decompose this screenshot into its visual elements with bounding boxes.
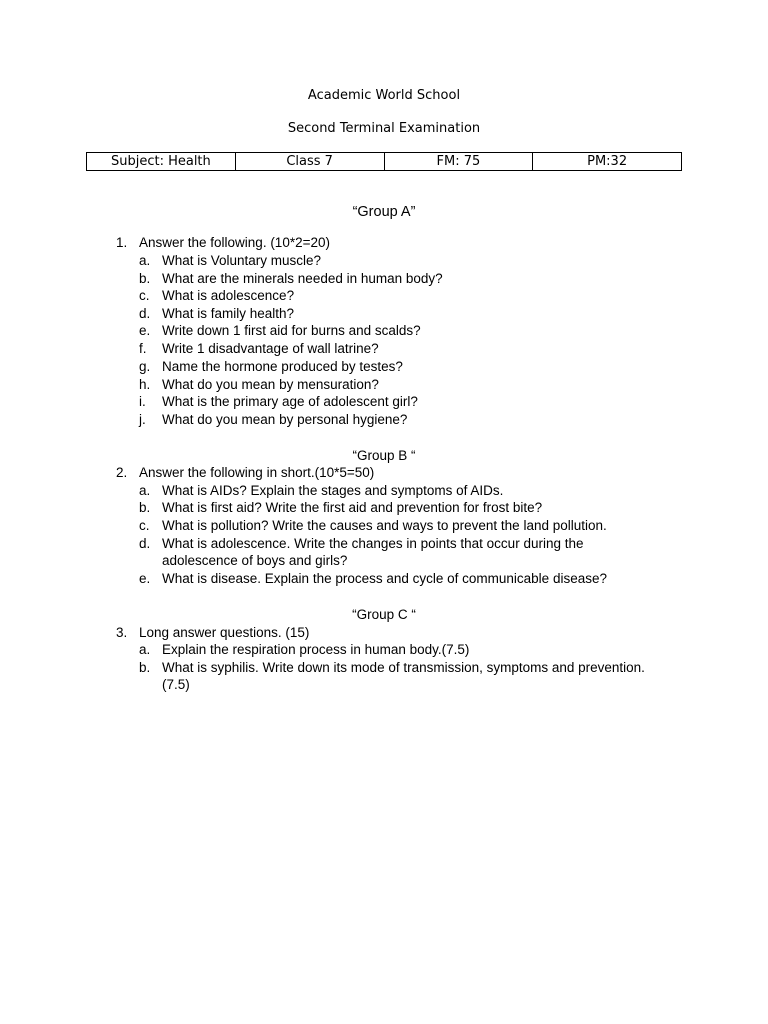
item-text: What is pollution? Write the causes and ways to prevent the land pollution. bbox=[162, 518, 607, 533]
item-letter: d. bbox=[139, 306, 151, 321]
item-letter: c. bbox=[139, 288, 150, 303]
exam-title: Second Terminal Examination bbox=[287, 121, 481, 136]
item-text: What is family health? bbox=[162, 306, 295, 321]
pass-marks-cell: PM:32 bbox=[533, 153, 682, 171]
item-letter: a. bbox=[139, 642, 151, 657]
item-text: Name the hormone produced by testes? bbox=[162, 359, 403, 374]
item-letter: b. bbox=[139, 271, 151, 286]
item-text: What is first aid? Write the first aid and prevention for frost bite? bbox=[162, 500, 543, 515]
item-text: What is disease. Explain the process and cycle of communicable disease? bbox=[162, 571, 607, 586]
item-text: What is adolescence? bbox=[162, 288, 295, 303]
exam-info-table bbox=[86, 152, 682, 171]
class-cell: Class 7 bbox=[235, 153, 384, 171]
item-text: What do you mean by personal hygiene? bbox=[162, 412, 408, 427]
item-letter: e. bbox=[139, 571, 151, 586]
group-b-heading: “Group B “ bbox=[352, 448, 416, 463]
item-letter: b. bbox=[139, 660, 151, 675]
item-letter: g. bbox=[139, 359, 151, 374]
question-number: 3. bbox=[116, 625, 128, 640]
item-text: What is adolescence. Write the changes in points that occur during the bbox=[162, 536, 584, 551]
item-letter: b. bbox=[139, 500, 151, 515]
item-letter: c. bbox=[139, 518, 150, 533]
item-letter: e. bbox=[139, 323, 151, 338]
item-text: Write down 1 first aid for burns and scalds? bbox=[162, 323, 421, 338]
full-marks-cell: FM: 75 bbox=[384, 153, 533, 171]
item-letter: h. bbox=[139, 377, 151, 392]
item-text: (7.5) bbox=[162, 677, 190, 692]
question-instruction: Long answer questions. (15) bbox=[139, 625, 310, 640]
item-letter: a. bbox=[139, 483, 151, 498]
item-text: What is AIDs? Explain the stages and symptoms of AIDs. bbox=[162, 483, 504, 498]
item-letter: j. bbox=[139, 412, 146, 427]
subject-cell: Subject: Health bbox=[87, 153, 236, 171]
item-text: What do you mean by mensuration? bbox=[162, 377, 379, 392]
item-letter: d. bbox=[139, 536, 151, 551]
school-name: Academic World School bbox=[307, 88, 461, 103]
item-text: What is Voluntary muscle? bbox=[162, 253, 322, 268]
question-number: 2. bbox=[116, 465, 128, 480]
item-text: Write 1 disadvantage of wall latrine? bbox=[162, 341, 379, 356]
group-c-heading: “Group C “ bbox=[352, 607, 416, 622]
exam-info-row bbox=[87, 153, 682, 171]
item-text: What are the minerals needed in human body? bbox=[162, 271, 443, 286]
item-letter: f. bbox=[139, 341, 147, 356]
item-text: What is syphilis. Write down its mode of transmission, symptoms and prevention. bbox=[162, 660, 645, 675]
item-letter: a. bbox=[139, 253, 151, 268]
group-a-heading: “Group A” bbox=[352, 204, 416, 220]
question-instruction: Answer the following. (10*2=20) bbox=[139, 235, 330, 250]
item-text: adolescence of boys and girls? bbox=[162, 553, 348, 568]
question-number: 1. bbox=[116, 235, 128, 250]
question-instruction: Answer the following in short.(10*5=50) bbox=[139, 465, 375, 480]
item-text: What is the primary age of adolescent girl? bbox=[162, 394, 418, 409]
item-letter: i. bbox=[139, 394, 146, 409]
item-text: Explain the respiration process in human body.(7.5) bbox=[162, 642, 470, 657]
